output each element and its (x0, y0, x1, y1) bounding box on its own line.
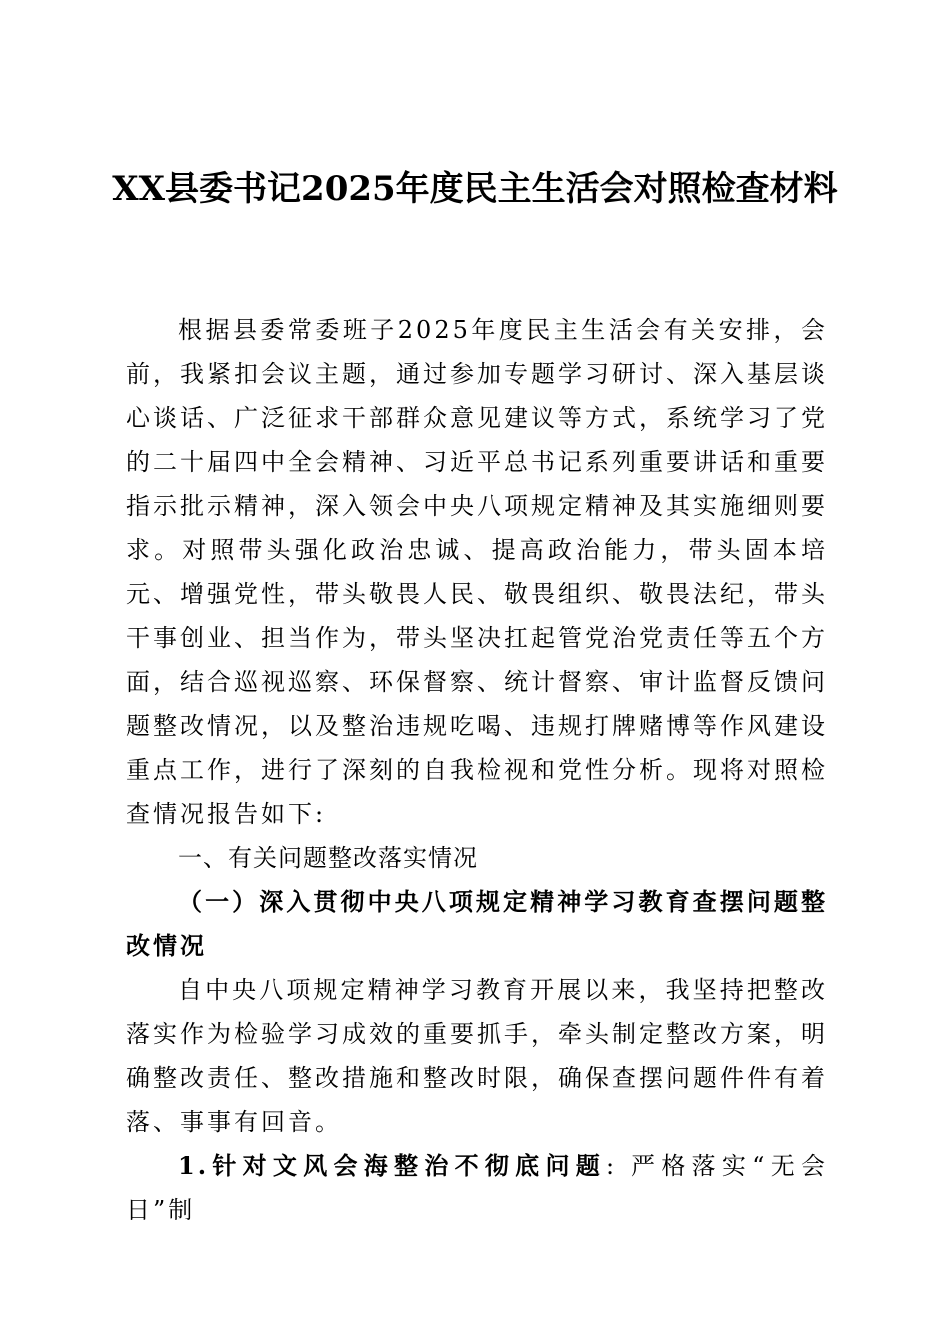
item-heading: 1.针对文风会海整治不彻底问题 (178, 1151, 607, 1180)
document-body (126, 308, 828, 1232)
item-paragraph (126, 1144, 828, 1232)
item-text: : 严格落实“无会日”制 (126, 1152, 828, 1224)
subsection-paragraph: 自中央八项规定精神学习教育开展以来，我坚持把整改落实作为检验学习成效的重要抓手，牵头制定整改方案，明确整改责任、整改措施和整改时限，确保查摆问题件件有着落、事事有回音。 (126, 976, 828, 1136)
section-heading: 一、有关问题整改落实情况 (178, 844, 478, 872)
document-title: XX县委书记2025年度民主生活会对照检查材料 (112, 169, 838, 209)
subsection-heading: （一）深入贯彻中央八项规定精神学习教育查摆问题整改情况 (126, 887, 828, 960)
intro-paragraph: 根据县委常委班子2025年度民主生活会有关安排，会前，我紧扣会议主题，通过参加专题学习研讨、深入基层谈心谈话、广泛征求干部群众意见建议等方式，系统学习了党的二十届四中全会精神、习近平总书记系列重要讲话和重要指示批示精神，深入领会中央八项规定精神及其实施细则要求。对照带头强化政治忠诚、提高政治能力，带头固本培元、增强党性，带头敬畏人民、敬畏组织、敬畏法纪，带头干事创业、担当作为，带头坚决扛起管党治党责任等五个方面，结合巡视巡察、环保督察、统计督察、审计监督反馈问题整改情况，以及整治违规吃喝、违规打牌赌博等作风建设重点工作，进行了深刻的自我检视和党性分析。现将对照检查情况报告如下: (126, 316, 828, 828)
